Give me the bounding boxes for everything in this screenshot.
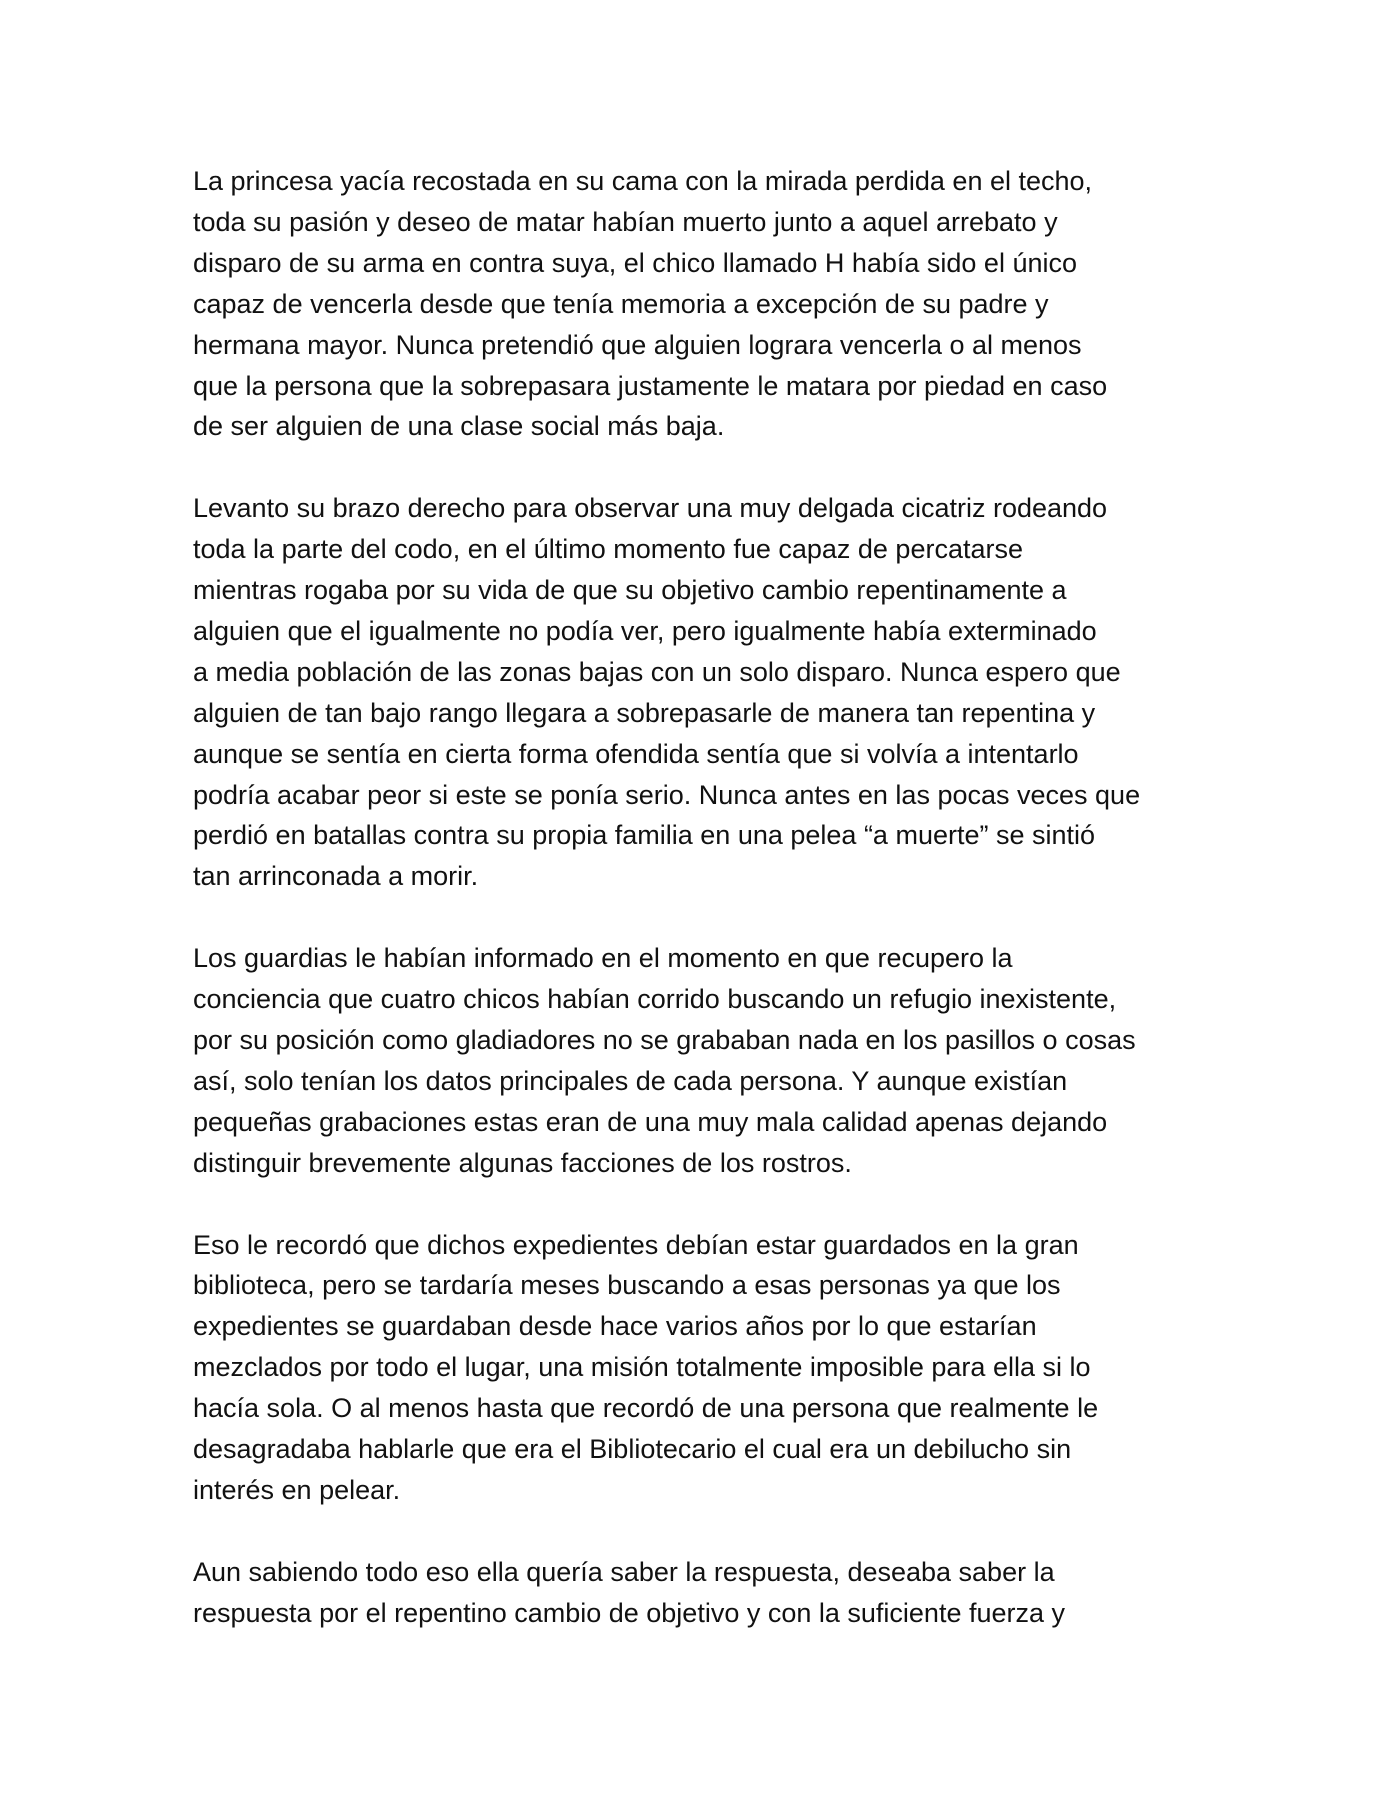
- text-line: mientras rogaba por su vida de que su objetivo cambio repentinamente a: [193, 575, 1067, 606]
- text-line: podría acabar peor si este se ponía serio. Nunca antes en las pocas veces que: [193, 779, 1141, 810]
- text-line: mezclados por todo el lugar, una misión totalmente imposible para ella si lo: [193, 1352, 1091, 1383]
- text-line: hermana mayor. Nunca pretendió que alguien lograra vencerla o al menos: [193, 329, 1082, 360]
- text-line: así, solo tenían los datos principales de cada persona. Y aunque existían: [193, 1065, 1068, 1096]
- document-body: [193, 161, 1213, 1674]
- text-line: por su posición como gladiadores no se grababan nada en los pasillos o cosas: [193, 1025, 1136, 1055]
- text-line: hacía sola. O al menos hasta que recordó de una persona que realmente le: [193, 1393, 1099, 1424]
- text-line: disparo de su arma en contra suya, el chico llamado H había sido el único: [193, 247, 1077, 278]
- text-line: La princesa yacía recostada en su cama con la mirada perdida en el techo,: [193, 166, 1093, 196]
- text-line: Levanto su brazo derecho para observar una muy delgada cicatriz rodeando: [193, 493, 1108, 524]
- text-line: Aun sabiendo todo eso ella quería saber la respuesta, deseaba saber la: [193, 1556, 1055, 1587]
- paragraph-2: [193, 488, 1213, 897]
- text-line: perdió en batallas contra su propia familia en una pelea “a muerte” se sintió: [193, 820, 1096, 851]
- paragraph-1: [193, 161, 1213, 447]
- paragraph-5: [193, 1552, 1213, 1634]
- text-line: alguien que el igualmente no podía ver, pero igualmente había exterminado: [193, 615, 1097, 646]
- paragraph-4: [193, 1225, 1213, 1511]
- text-line: Eso le recordó que dichos expedientes debían estar guardados en la gran: [193, 1229, 1079, 1260]
- text-line: que la persona que la sobrepasara justamente le matara por piedad en caso: [193, 370, 1108, 401]
- text-line: toda la parte del codo, en el último momento fue capaz de percatarse: [193, 534, 1023, 565]
- text-line: alguien de tan bajo rango llegara a sobrepasarle de manera tan repentina y: [193, 697, 1096, 728]
- text-line: toda su pasión y deseo de matar habían muerto junto a aquel arrebato y: [193, 206, 1058, 237]
- text-line: Los guardias le habían informado en el momento en que recupero la: [193, 943, 1013, 974]
- text-line: respuesta por el repentino cambio de objetivo y con la suficiente fuerza y: [193, 1597, 1066, 1628]
- text-line: a media población de las zonas bajas con un solo disparo. Nunca espero que: [193, 656, 1121, 687]
- text-line: tan arrinconada a morir.: [193, 861, 479, 892]
- text-line: conciencia que cuatro chicos habían corrido buscando un refugio inexistente,: [193, 984, 1117, 1015]
- text-line: aunque se sentía en cierta forma ofendida sentía que si volvía a intentarlo: [193, 738, 1079, 769]
- text-line: biblioteca, pero se tardaría meses buscando a esas personas ya que los: [193, 1270, 1061, 1301]
- text-line: interés en pelear.: [193, 1474, 401, 1505]
- text-line: pequeñas grabaciones estas eran de una muy mala calidad apenas dejando: [193, 1106, 1108, 1137]
- text-line: desagradaba hablarle que era el Bibliotecario el cual era un debilucho sin: [193, 1434, 1072, 1465]
- paragraph-3: [193, 938, 1213, 1183]
- text-line: capaz de vencerla desde que tenía memoria a excepción de su padre y: [193, 288, 1049, 319]
- text-line: distinguir brevemente algunas facciones de los rostros.: [193, 1147, 852, 1178]
- text-line: expedientes se guardaban desde hace varios años por lo que estarían: [193, 1311, 1037, 1342]
- text-line: de ser alguien de una clase social más baja.: [193, 411, 725, 442]
